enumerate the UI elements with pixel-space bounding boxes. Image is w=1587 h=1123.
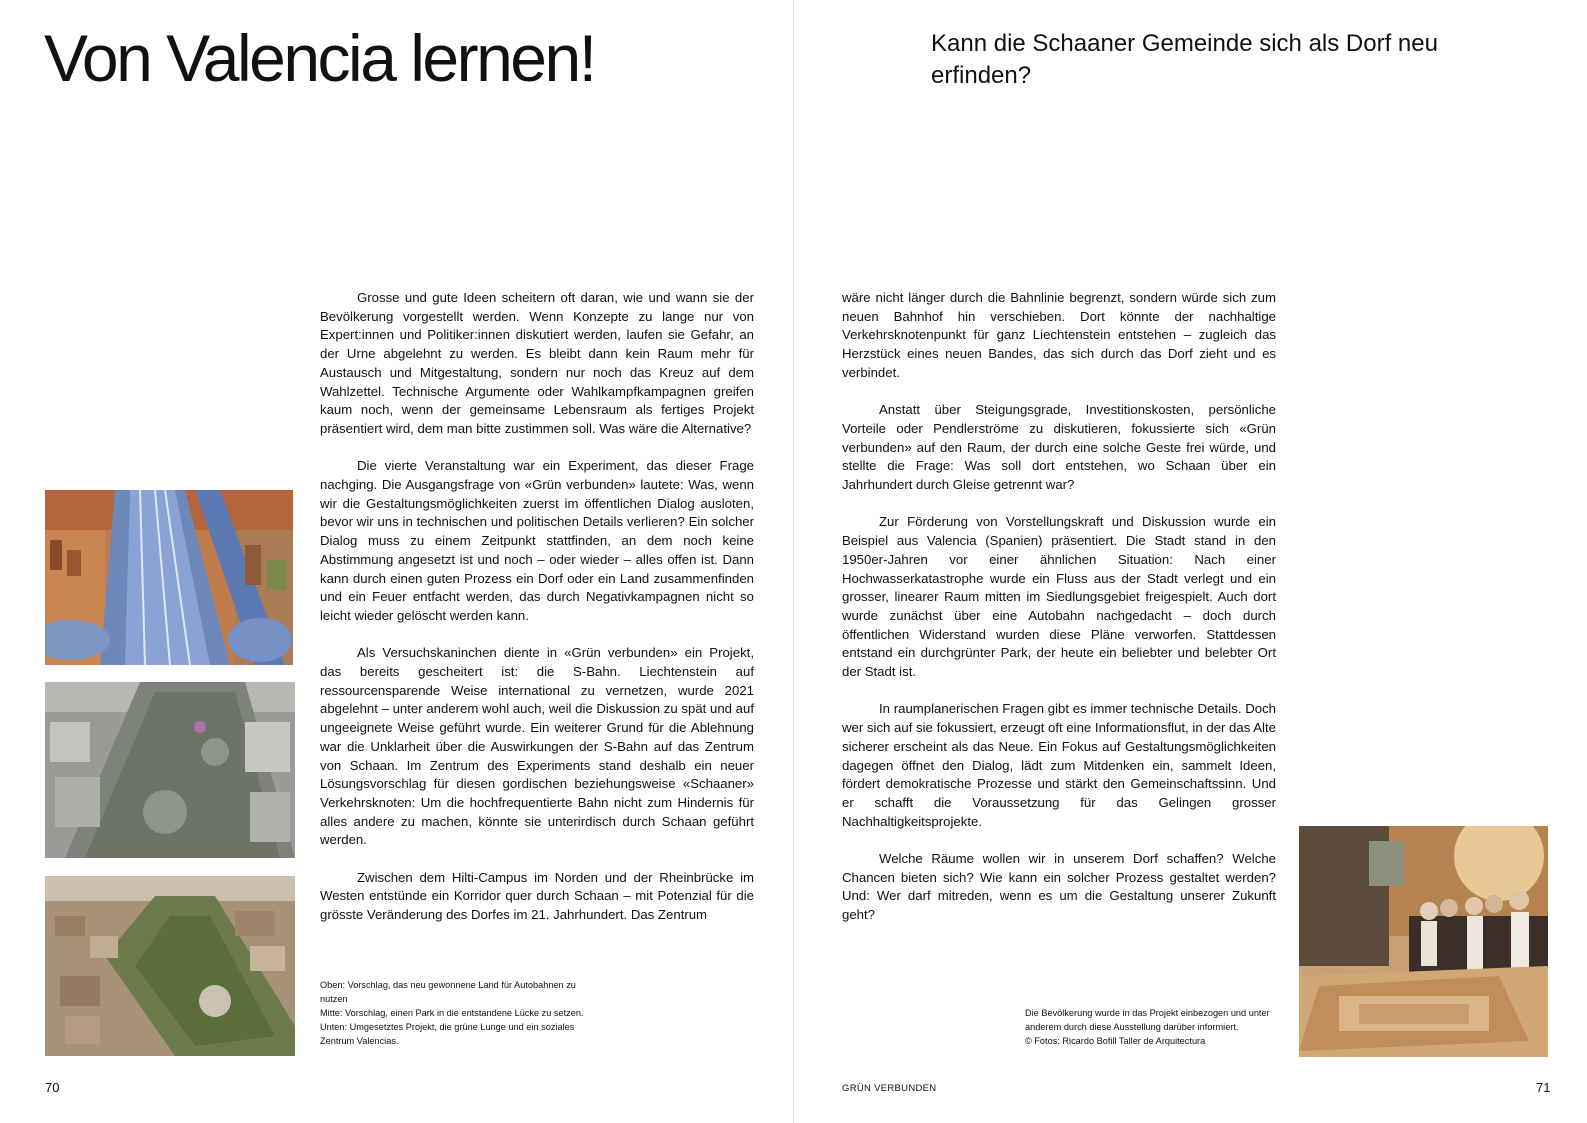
aerial-park-proposal-image <box>45 682 295 858</box>
paragraph: Als Versuchskaninchen diente in «Grün verbunden» ein Projekt, das bereits gescheitert ist: die S-Bahn. Liechtenstein auf ressourcensparende Weise international zu vernetzen, wurde 2021 abgelehnt – unter anderem wohl auch, weil die Diskussion zu spät und auf ungeeignete Weise geführt wurde. Ein weiterer Grund für die Ablehnung war die Unklarheit über die Auswirkungen der S-Bahn auf das Zentrum von Schaan. Im Zentrum des Experiments stand deshalb ein neuer Lösungsvorschlag für diesen gordischen beziehungsweise «Schaaner» Verkehrsknoten: Um die hochfrequentierte Bahn nicht zum Hindernis für alles andere zu machen, könnte sie unterirdisch durch Schaan geführt werden. <box>320 645 754 848</box>
paragraph: Anstatt über Steigungsgrade, Investitionskosten, persönliche Vorteile oder Pendlerströme zu diskutieren, fokussierte sich «Grün verbunden» auf den Raum, der durch eine solche Geste frei würde, und stellte die Frage: Was soll dort entstehen, wo Schaan über ein Jahrhundert durch Gleise getrennt war? <box>842 402 1276 493</box>
paragraph: Die vierte Veranstaltung war ein Experiment, das dieser Frage nachging. Die Ausgangsfrage von «Grün verbunden» lautete: Was, wenn wir die Gestaltungsmöglichkeiten zuerst im öffentlichen Dialog ausloten, bevor wir uns in technischen und politischen Details verlieren? Ein solcher Dialog muss zu einem Zeitpunkt stattfinden, an dem noch keine Abstimmung angesetzt ist und noch – oder wieder – alles offen ist. Dann kann durch einen guten Prozess ein Dorf oder ein Land zusammenfinden und ein Feuer entfacht werden, das durch Negativkampagnen nicht so leicht wieder gelöscht werden kann. <box>320 458 754 623</box>
paragraph: wäre nicht länger durch die Bahnlinie begrenzt, sondern würde sich zum neuen Bahnhof hin verschieben. Dort könnte der nachhaltige Verkehrsknotenpunkt für ganz Liechtenstein entstehen – zugleich das Herzstück eines neuen Bandes, das sich durch das Dorf zieht und es verbindet. <box>842 290 1276 380</box>
page-subtitle: Kann die Schaaner Gemeinde sich als Dorf neu erfinden? <box>931 30 1438 89</box>
aerial-highway-proposal-image <box>45 490 293 665</box>
paragraph: In raumplanerischen Fragen gibt es immer technische Details. Doch wer sich auf sie fokussiert, erzeugt oft eine Informationsflut, in der das Alte sicherer erscheint als das Neue. Ein Fokus auf Gestaltungsmöglichkeiten dagegen öffnet den Dialog, lädt zum Mitdenken ein, sammelt Ideen, fördert demokratische Prozesse und stärkt den Gemeinschaftssinn. Und er schafft die Voraussetzung für das Gelingen grosser Nachhaltigkeitsprojekte. <box>842 701 1276 829</box>
image-caption-left <box>320 978 600 1048</box>
caption-line: Die Bevölkerung wurde in das Projekt einbezogen und unter anderem durch diese Ausstellung darüber informiert. <box>1025 1008 1270 1033</box>
exhibition-crowd-image <box>1299 826 1548 1057</box>
page-gutter <box>793 0 794 1123</box>
body-column-right <box>842 289 1276 944</box>
aerial-valencia-city-image <box>45 876 295 1056</box>
page-title: Von Valencia lernen! <box>44 21 595 95</box>
photo-credit: © Fotos: Ricardo Bofill Taller de Arquitectura <box>1025 1036 1206 1047</box>
running-footer: GRÜN VERBUNDEN <box>842 1083 937 1094</box>
page-number-left: 70 <box>45 1080 60 1095</box>
paragraph: Zur Förderung von Vorstellungskraft und Diskussion wurde ein Beispiel aus Valencia (Spanien) präsentiert. Die Stadt stand in den 1950er-Jahren vor einer ähnlichen Situation: Nach einer Hochwasserkatastrophe wurde ein Fluss aus der Stadt verlegt und ein grosser, linearer Raum mitten im Siedlungsgebiet freigespielt. Auch dort wurde zunächst über eine Autobahn nachgedacht – doch durch öffentlichen Widerstand wurden diese Pläne verworfen. Stattdessen entstand ein durchgrünter Park, der heute ein beliebter und belebter Ort der Stadt ist. <box>842 514 1276 680</box>
paragraph: Grosse und gute Ideen scheitern oft daran, wie und wann sie der Bevölkerung vorgestellt werden. Wenn Konzepte zu lange nur von Expert:innen und Politiker:innen diskutiert werden, laufen sie Gefahr, an der Urne abgelehnt zu werden. Es bleibt dann kein Raum mehr für Austausch und Mitgestaltung, sondern nur noch das Kreuz auf dem Wahlzettel. Technische Argumente oder Wahlkampfkampagnen greifen kaum noch, wenn der gemeinsame Lebensraum als fertiges Projekt präsentiert wird, dem man bitte zustimmen soll. Was wäre die Alternative? <box>320 290 754 436</box>
body-column-left <box>320 289 754 944</box>
paragraph: Welche Räume wollen wir in unserem Dorf schaffen? Welche Chancen bieten sich? Wie kann ein solcher Prozess gestaltet werden? Und: Wer darf mitreden, wenn es um die Gestaltung unserer Zukunft geht? <box>842 851 1276 923</box>
paragraph: Zwischen dem Hilti-Campus im Norden und der Rheinbrücke im Westen entstünde ein Korridor quer durch Schaan – mit Potenzial für die grösste Veränderung des Dorfes im 21. Jahrhundert. Das Zentrum <box>320 869 754 923</box>
page-number-right: 71 <box>1536 1080 1551 1095</box>
caption-line: Unten: Umgesetztes Projekt, die grüne Lunge und ein soziales Zentrum Valencias. <box>320 1022 575 1047</box>
image-caption-right <box>1025 1006 1270 1048</box>
caption-line: Oben: Vorschlag, das neu gewonnene Land für Autobahnen zu nutzen <box>320 980 576 1005</box>
caption-line: Mitte: Vorschlag, einen Park in die entstandene Lücke zu setzen. <box>320 1008 584 1019</box>
